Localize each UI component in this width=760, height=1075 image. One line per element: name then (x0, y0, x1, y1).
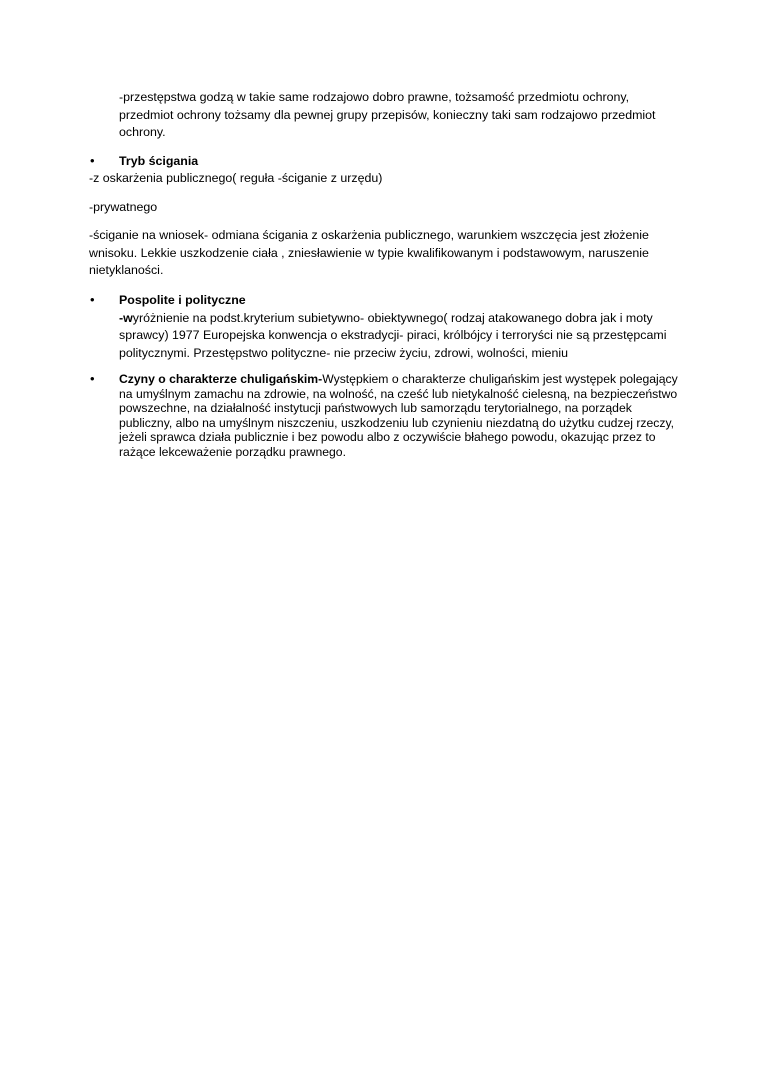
pospolite-section (119, 292, 679, 362)
chuligan-section (119, 372, 679, 459)
tryb-line-wniosek: -ściganie na wniosek- odmiana ścigania z oskarżenia publicznego, warunkiem wszczęcia jest złożenie wnisoku. Lekkie uszkodzenie ciała , zniesławienie w typie kwalifikowanym i podstawowym, naruszenie nietyklaności. (89, 228, 649, 277)
tryb-line-public: -z oskarżenia publicznego( reguła -ściganie z urzędu) (89, 171, 383, 185)
pospolite-text (119, 310, 679, 363)
tryb-heading: Tryb ścigania (119, 154, 199, 168)
bullet-icon: • (90, 371, 95, 386)
pospolite-heading: Pospolite i polityczne (119, 293, 246, 307)
bullet-icon: • (90, 153, 95, 168)
chuligan-heading: Czyny o charakterze chuligańskim- (119, 372, 323, 386)
bullet-icon: • (90, 292, 95, 307)
pospolite-lead: -w (119, 310, 133, 325)
intro-paragraph (119, 89, 679, 142)
pospolite-body: yróżnienie na podst.kryterium subietywno- obiektywnego( rodzaj atakowanego dobra jak i moty sprawcy) 1977 Europejska konwencja o ekstradycji- piraci, królbójcy i terroryści nie są przestępcami politycznymi. Przestępstwo polityczne- nie przeciw życiu, zdrowi, wolności, mieniu (119, 310, 667, 360)
tryb-line-private: -prywatnego (89, 200, 158, 214)
chuligan-text: Występkiem o charakterze chuligańskim jest występek polegający na umyślnym zamachu na zdrowie, na wolność, na cześć lub nietykalność cielesną, na bezpieczeństwo powszechne, na działalność instytucji państwowych lub samorządu terytorialnego, na porządek publiczny, albo na umyślnym niszczeniu, uszkodzeniu lub czynieniu niezdatną do użytku cudzej rzeczy, jeżeli sprawca działa publicznie i bez powodu albo z oczywiście błahego powodu, okazując przez to rażące lekceważenie porządku prawnego. (119, 372, 678, 459)
intro-text: -przestępstwa godzą w takie same rodzajowo dobro prawne, tożsamość przedmiotu ochrony, przedmiot ochrony tożsamy dla pewnej grupy przepisów, konieczny taki sam rodzajowo przedmiot ochrony. (119, 90, 656, 139)
